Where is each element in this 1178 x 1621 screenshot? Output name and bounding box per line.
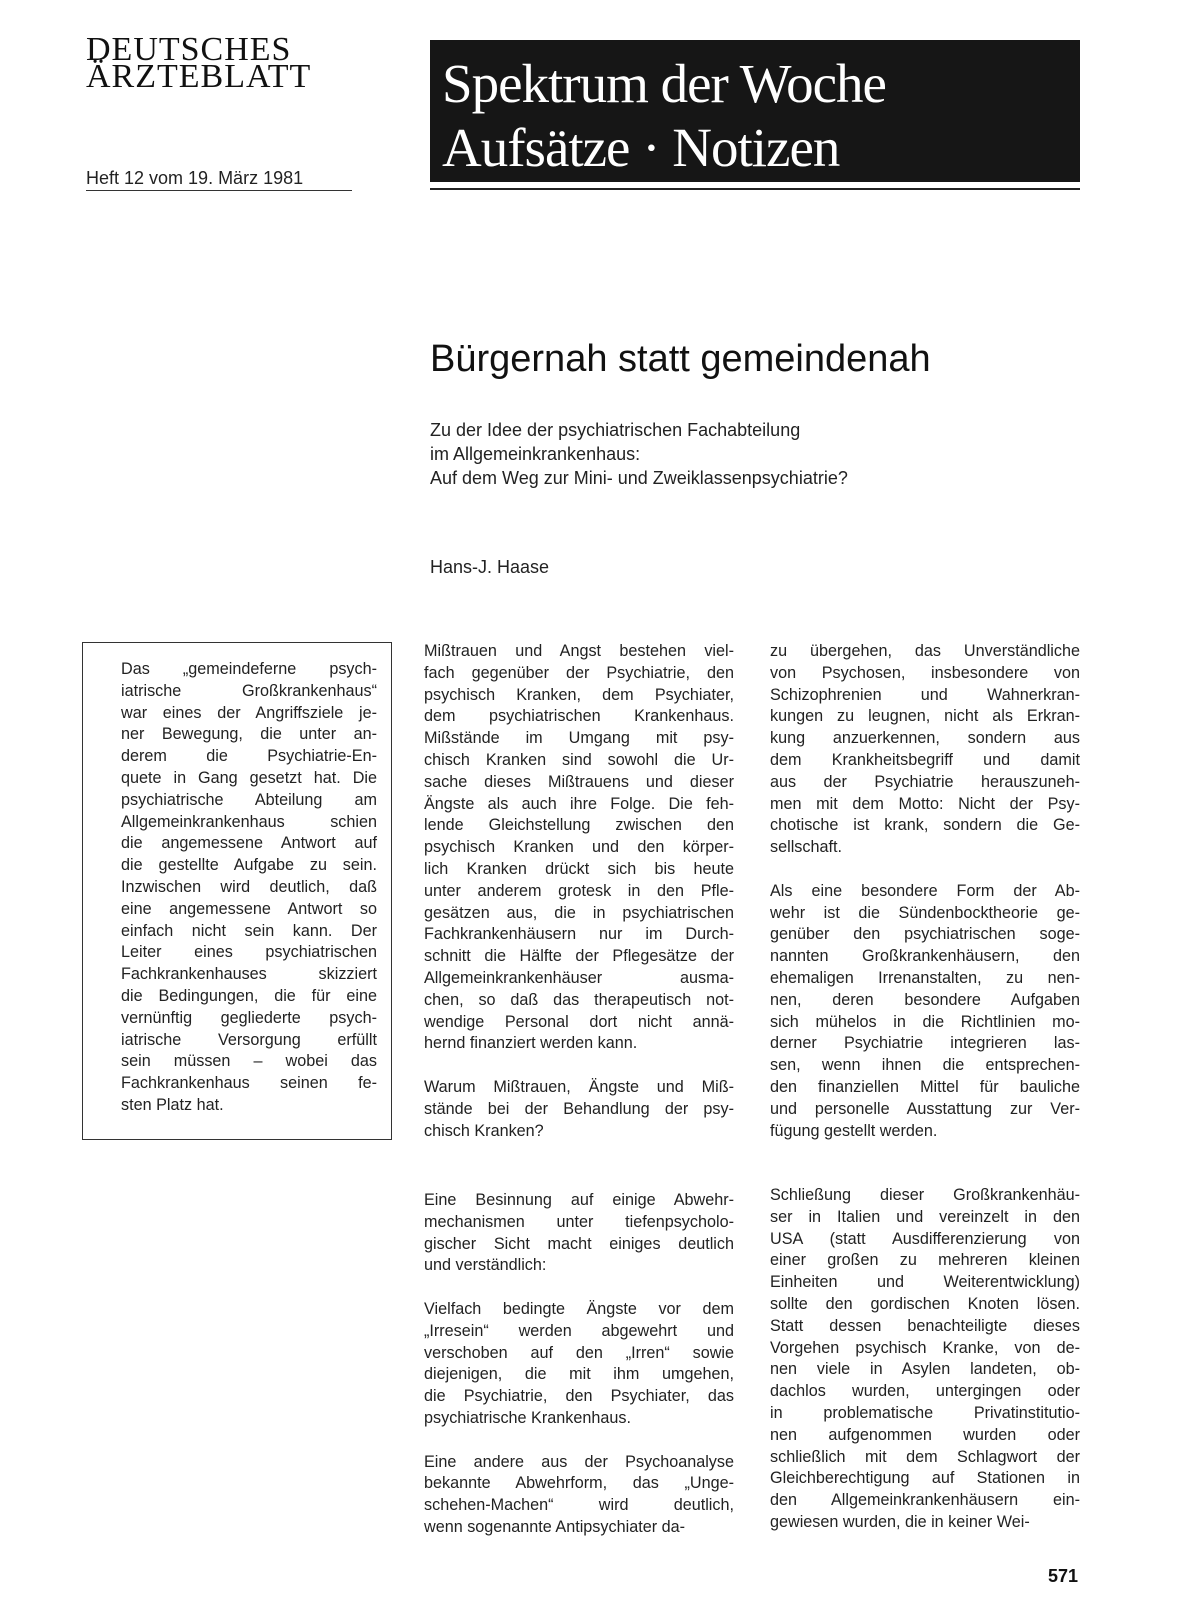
text-line: verschoben auf den „Irren“ sowie: [424, 1343, 734, 1362]
text-line: sein müssen – wobei das: [121, 1052, 377, 1071]
paragraph: [770, 1185, 1080, 1534]
text-line: genüber den psychiatrischen soge-: [770, 925, 1080, 944]
column-2: [770, 641, 1080, 1164]
text-line: aus der Psychiatrie herauszuneh-: [770, 772, 1080, 791]
banner-line-2: Aufsätze · Notizen: [442, 117, 840, 178]
subtitle-line: Zu der Idee der psychiatrischen Fachabteilung: [430, 420, 801, 440]
text-line: wendige Personal dort nicht annä-: [424, 1012, 734, 1031]
text-line: die Psychiatrie, den Psychiater, das: [424, 1387, 734, 1406]
text-line: Vielfach bedingte Ängste vor dem: [424, 1299, 734, 1318]
text-line: von Psychosen, insbesondere von: [770, 663, 1080, 682]
text-line: den finanziellen Mittel für bauliche: [770, 1077, 1080, 1096]
article-subtitle: [430, 418, 848, 490]
text-line: gesätzen aus, die in psychiatrischen: [424, 903, 734, 922]
intro-box: [82, 642, 392, 1140]
paragraph: [424, 1299, 734, 1430]
text-line: Eine Besinnung auf einige Abwehr-: [424, 1191, 734, 1209]
text-line: nen viele in Asylen landeten, ob-: [770, 1360, 1080, 1379]
text-line: ehemaligen Irrenanstalten, zu nen-: [770, 968, 1080, 987]
text-line: diejenigen, die mit ihm umgehen,: [424, 1365, 734, 1384]
text-line: sache dieses Mißtrauens und dieser: [424, 772, 734, 791]
text-line: unter anderem grotesk in den Pfle-: [424, 881, 734, 900]
subtitle-line: Auf dem Weg zur Mini- und Zweiklassenpsychiatrie?: [430, 468, 848, 488]
text-line: Vorgehen psychisch Kranke, von de-: [770, 1338, 1080, 1357]
text-line: nen aufgenommen wurden oder: [770, 1425, 1080, 1444]
text-line: ser in Italien und vereinzelt in den: [770, 1207, 1080, 1226]
text-line: und verständlich:: [424, 1256, 547, 1275]
text-line: gewiesen wurden, die in keiner Wei-: [770, 1512, 1030, 1531]
text-line: psychisch Kranken, dem Psychiater,: [424, 685, 734, 704]
text-line: lende Gleichstellung zwischen den: [424, 816, 734, 835]
text-line: dachlos wurden, untergingen oder: [770, 1382, 1080, 1401]
paragraph: [770, 881, 1080, 1143]
text-line: Inzwischen wird deutlich, daß: [121, 877, 377, 896]
paragraph: [424, 1077, 734, 1142]
text-line: USA (statt Ausdifferenzierung von: [770, 1229, 1080, 1248]
text-line: psychisch Kranken und den körper-: [424, 838, 734, 857]
text-line: Schizophrenien und Wahnerkran-: [770, 685, 1080, 704]
text-line: derner Psychiatrie integrieren las-: [770, 1034, 1080, 1053]
text-line: Fachkrankenhaus seinen fe-: [121, 1074, 377, 1093]
text-line: die Bedingungen, die für eine: [121, 986, 377, 1005]
text-line: Gleichberechtigung auf Stationen in: [770, 1469, 1080, 1488]
text-line: dem psychiatrischen Krankenhaus.: [424, 707, 734, 726]
text-line: Leiter eines psychiatrischen: [121, 943, 377, 962]
text-line: ner Bewegung, die unter an-: [121, 725, 377, 744]
text-line: men mit dem Motto: Nicht der Psy-: [770, 794, 1080, 813]
text-line: hernd finanziert werden kann.: [424, 1034, 638, 1053]
text-line: Statt dessen benachteiligte dieses: [770, 1316, 1080, 1335]
text-line: wenn sogenannte Antipsychiater da-: [424, 1517, 685, 1536]
column-1-lower: [424, 1190, 734, 1561]
text-line: schließlich mit dem Schlagwort der: [770, 1447, 1080, 1466]
banner-line-1: Spektrum der Woche: [442, 53, 886, 114]
text-line: sen, wenn ihnen die entsprechen-: [770, 1056, 1080, 1075]
column-1: [424, 641, 734, 1164]
article-title: Bürgernah statt gemeindenah: [430, 338, 931, 380]
text-line: Warum Mißtrauen, Ängste und Miß-: [424, 1077, 734, 1096]
text-line: gischer Sicht macht einiges deutlich: [424, 1234, 734, 1253]
text-line: chisch Kranken?: [424, 1121, 544, 1140]
text-line: bekannte Abwehrform, das „Unge-: [424, 1474, 734, 1493]
text-line: „Irresein“ werden abgewehrt und: [424, 1321, 734, 1340]
paragraph: [424, 1190, 734, 1277]
text-line: nen, deren besondere Aufgaben: [770, 990, 1080, 1009]
page-number: 571: [1048, 1566, 1079, 1586]
text-line: zu übergehen, das Unverständliche: [770, 642, 1080, 660]
masthead-line-2: ÄRZTEBLATT: [86, 58, 312, 95]
text-line: den Allgemeinkrankenhäusern ein-: [770, 1491, 1080, 1510]
text-line: Fachkrankenhauses skizziert: [121, 965, 377, 984]
subtitle-line: im Allgemeinkrankenhaus:: [430, 444, 641, 464]
text-line: Das „gemeindeferne psych-: [121, 660, 377, 678]
banner-rule: [430, 188, 1080, 190]
text-line: Einheiten und Weiterentwicklung): [770, 1273, 1080, 1292]
text-line: Fachkrankenhäusern nur im Durch-: [424, 925, 734, 944]
text-line: war eines der Angriffsziele je-: [121, 703, 377, 722]
masthead-rule: [86, 190, 352, 191]
text-line: sten Platz hat.: [121, 1095, 224, 1114]
text-line: sich mühelos in die Richtlinien mo-: [770, 1012, 1080, 1031]
text-line: stände bei der Behandlung der psy-: [424, 1099, 734, 1118]
text-line: psychiatrische Krankenhaus.: [424, 1408, 631, 1427]
text-line: Eine andere aus der Psychoanalyse: [424, 1452, 734, 1471]
text-line: iatrische Versorgung erfüllt: [121, 1030, 377, 1049]
paragraph: [424, 1452, 734, 1539]
issue-date: Heft 12 vom 19. März 1981: [86, 168, 304, 188]
text-line: Allgemeinkrankenhaus schien: [121, 812, 377, 831]
text-line: psychiatrische Abteilung am: [121, 790, 377, 809]
text-line: chotische ist krank, sondern die Ge-: [770, 816, 1080, 835]
text-line: Schließung dieser Großkrankenhäu-: [770, 1186, 1080, 1204]
text-line: quete in Gang gesetzt hat. Die: [121, 768, 377, 787]
section-banner: [430, 40, 1080, 182]
masthead-line-1: DEUTSCHES: [86, 31, 292, 68]
text-line: chen, so daß das therapeutisch not-: [424, 990, 734, 1009]
masthead-logo: [86, 31, 406, 95]
text-line: schehen-Machen“ wird deutlich,: [424, 1496, 734, 1515]
text-line: fügung gestellt werden.: [770, 1121, 938, 1140]
text-line: kung anzuerkennen, sondern aus: [770, 729, 1080, 748]
text-line: sollte den gordischen Knoten lösen.: [770, 1294, 1080, 1313]
text-line: fach gegenüber der Psychiatrie, den: [424, 663, 734, 682]
text-line: mechanismen unter tiefenpsycholo-: [424, 1212, 734, 1231]
text-line: in problematische Privatinstitutio-: [770, 1403, 1080, 1422]
text-line: nannten Großkrankenhäusern, den: [770, 947, 1080, 966]
text-line: einfach nicht sein kann. Der: [121, 921, 377, 940]
text-line: Allgemeinkrankenhäuser ausma-: [424, 968, 734, 987]
text-line: die gestellte Aufgabe zu sein.: [121, 856, 377, 875]
text-line: lich Kranken drückt sich bis heute: [424, 859, 734, 878]
text-line: eine angemessene Antwort so: [121, 899, 377, 918]
article-author: Hans-J. Haase: [430, 557, 550, 577]
text-line: chisch Kranken sind sowohl die Ur-: [424, 750, 734, 769]
text-line: vernünftig gegliederte psych-: [121, 1008, 377, 1027]
text-line: sellschaft.: [770, 838, 842, 857]
text-line: Ängste als auch ihre Folge. Die feh-: [424, 794, 734, 813]
text-line: Mißstände im Umgang mit psy-: [424, 729, 734, 748]
text-line: einer großen zu mehreren kleinen: [770, 1251, 1080, 1270]
paragraph: [424, 641, 734, 1055]
text-line: Mißtrauen und Angst bestehen viel-: [424, 642, 734, 660]
text-line: Als eine besondere Form der Ab-: [770, 881, 1080, 900]
column-2-lower: [770, 1185, 1080, 1556]
text-line: und personelle Ausstattung zur Ver-: [770, 1099, 1080, 1118]
paragraph: [770, 641, 1080, 859]
text-line: wehr ist die Sündenbocktheorie ge-: [770, 903, 1080, 922]
text-line: schnitt die Hälfte der Pflegesätze der: [424, 947, 734, 966]
text-line: die angemessene Antwort auf: [121, 834, 377, 853]
text-line: kungen zu leugnen, nicht als Erkran-: [770, 707, 1080, 726]
text-line: dem Krankheitsbegriff und damit: [770, 750, 1080, 769]
text-line: iatrische Großkrankenhaus“: [121, 681, 377, 700]
text-line: derem die Psychiatrie-En-: [121, 747, 377, 766]
